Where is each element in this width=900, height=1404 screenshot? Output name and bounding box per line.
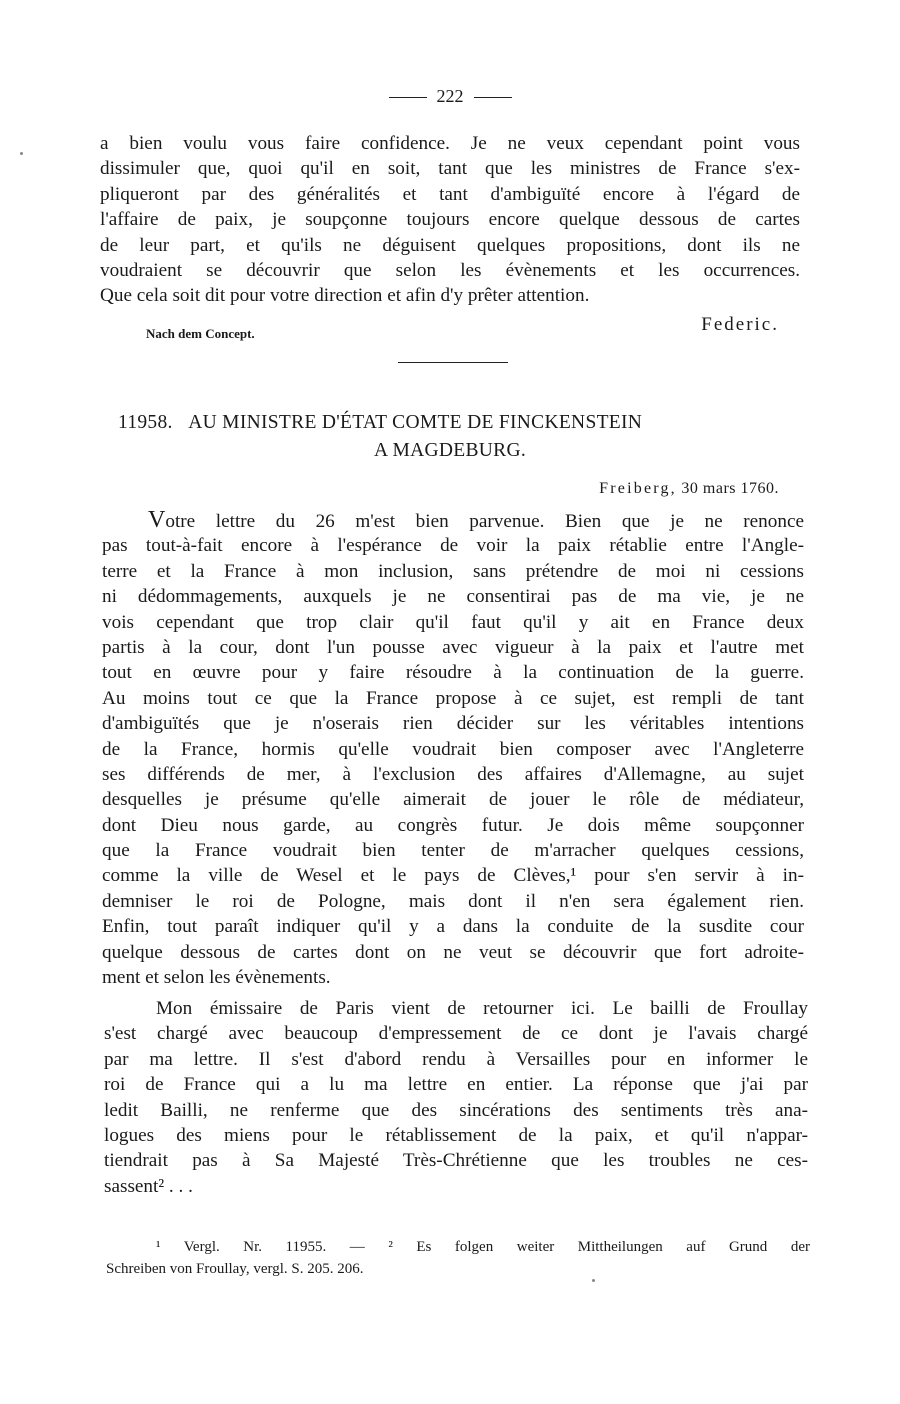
text-line: sassent² . . . bbox=[104, 1175, 193, 1197]
text-line: terre et la France à mon inclusion, sans prétendre de moi ni cessions bbox=[102, 560, 804, 582]
section-divider bbox=[398, 362, 508, 363]
text-line: voudraient se découvrir que selon les évènements et les occurrences. bbox=[100, 259, 800, 281]
letter-addressee: AU MINISTRE D'ÉTAT COMTE DE FINCKENSTEIN bbox=[188, 412, 643, 433]
scan-speck bbox=[20, 152, 23, 155]
letter-paragraph-1 bbox=[102, 508, 804, 990]
letter-heading-line2: A MAGDEBURG. bbox=[373, 440, 527, 461]
letter-heading-line1 bbox=[118, 412, 642, 434]
text-line: logues des miens pour le rétablissement de la paix, et qu'il n'appar- bbox=[104, 1124, 808, 1146]
text-line: dont Dieu nous garde, au congrès futur. Je dois même soupçonner bbox=[102, 814, 804, 836]
text-line: a bien voulu vous faire confidence. Je ne veux cependant point vous bbox=[100, 133, 800, 154]
header-dash-left bbox=[389, 97, 427, 98]
text-line: tiendrait pas à Sa Majesté Très-Chrétienne que les troubles ne ces- bbox=[104, 1150, 808, 1172]
text-line: demniser le roi de Pologne, mais dont il n'en sera également rien. bbox=[102, 890, 804, 912]
page-number: 222 bbox=[436, 86, 464, 106]
text-line: quelque dessous de cartes dont on ne veut se découvrir que fort adroite- bbox=[102, 941, 804, 963]
text-line: ledit Bailli, ne renferme que des sincérations des sentiments très ana- bbox=[104, 1099, 808, 1121]
text-line: s'est chargé avec beaucoup d'empressement de ce dont je l'avais chargé bbox=[104, 1023, 808, 1045]
text-line: de leur part, et qu'ils ne déguisent quelques propositions, dont ils ne bbox=[100, 234, 800, 256]
letter-date: 30 mars 1760. bbox=[681, 480, 779, 497]
letter-paragraph-2 bbox=[104, 996, 808, 1199]
text-line: pas tout-à-fait encore à l'espérance de voir la paix rétablie entre l'Angle- bbox=[102, 535, 804, 557]
text-line: ses différends de mer, à l'exclusion des affaires d'Allemagne, au sujet bbox=[102, 763, 804, 785]
text-line: pliqueront par des généralités et tant d'ambiguïté encore à l'égard de bbox=[100, 183, 800, 205]
drop-initial: V bbox=[148, 507, 166, 533]
text-line: que la France voudrait bien tenter de m'arracher quelques cessions, bbox=[102, 840, 804, 862]
text-line: de la France, hormis qu'elle voudrait bien composer avec l'Angleterre bbox=[102, 738, 804, 760]
page-number-header bbox=[370, 86, 530, 107]
text-line: comme la ville de Wesel et le pays de Clèves,¹ pour s'en servir à in- bbox=[102, 865, 804, 887]
text-line: tout en œuvre pour y faire résoudre à la continuation de la guerre. bbox=[102, 662, 804, 684]
text-line: Que cela soit dit pour votre direction et afin d'y prêter attention. bbox=[100, 285, 590, 307]
text-line: d'ambiguïtés que je n'oserais rien décider sur les véritables intentions bbox=[102, 713, 804, 735]
text-line: l'affaire de paix, je soupçonne toujours encore quelque dessous de cartes bbox=[100, 209, 800, 231]
footnotes bbox=[106, 1236, 810, 1280]
text-line: Enfin, tout paraît indiquer qu'il y a dans la conduite de la susdite cour bbox=[102, 916, 804, 938]
source-note: Nach dem Concept. bbox=[146, 326, 255, 341]
text-line: dissimuler que, quoi qu'il en soit, tant que les ministres de France s'ex- bbox=[100, 158, 800, 180]
header-dash-right bbox=[474, 97, 512, 98]
text-line bbox=[102, 508, 804, 533]
scan-speck bbox=[592, 1279, 595, 1282]
top-paragraph bbox=[100, 131, 800, 309]
text-line: roi de France qui a lu ma lettre en entier. La réponse que j'ai par bbox=[104, 1074, 808, 1096]
text-line: par ma lettre. Il s'est d'abord rendu à Versailles pour en informer le bbox=[104, 1048, 808, 1070]
letter-place: Freiberg, bbox=[599, 480, 677, 497]
text-line: partis à la cour, dont l'un pousse avec vigueur à la paix et l'autre met bbox=[102, 636, 804, 658]
text-line-content: otre lettre du 26 m'est bien parvenue. Bien que je ne renonce bbox=[165, 511, 804, 532]
text-line: ni dédommagements, auxquels je ne consentirai pas de ma vie, je ne bbox=[102, 586, 804, 608]
footnote-line: ¹ Vergl. Nr. 11955. — ² Es folgen weiter Mittheilungen auf Grund der bbox=[156, 1239, 810, 1255]
text-line: vois cependant que trop clair qu'il faut qu'il y ait en France deux bbox=[102, 611, 804, 633]
text-line: Mon émissaire de Paris vient de retourner ici. Le bailli de Froullay bbox=[156, 998, 808, 1019]
letter-dateline bbox=[599, 480, 779, 498]
letter-number: 11958. bbox=[118, 412, 173, 433]
text-line: Au moins tout ce que la France propose à ce sujet, est rempli de tant bbox=[102, 687, 804, 709]
footnote-line: Schreiben von Froullay, vergl. S. 205. 206. bbox=[106, 1261, 364, 1277]
signature: Federic. bbox=[701, 314, 779, 335]
text-line: ment et selon les évènements. bbox=[102, 967, 331, 989]
text-line: desquelles je présume qu'elle aimerait de jouer le rôle de médiateur, bbox=[102, 789, 804, 811]
